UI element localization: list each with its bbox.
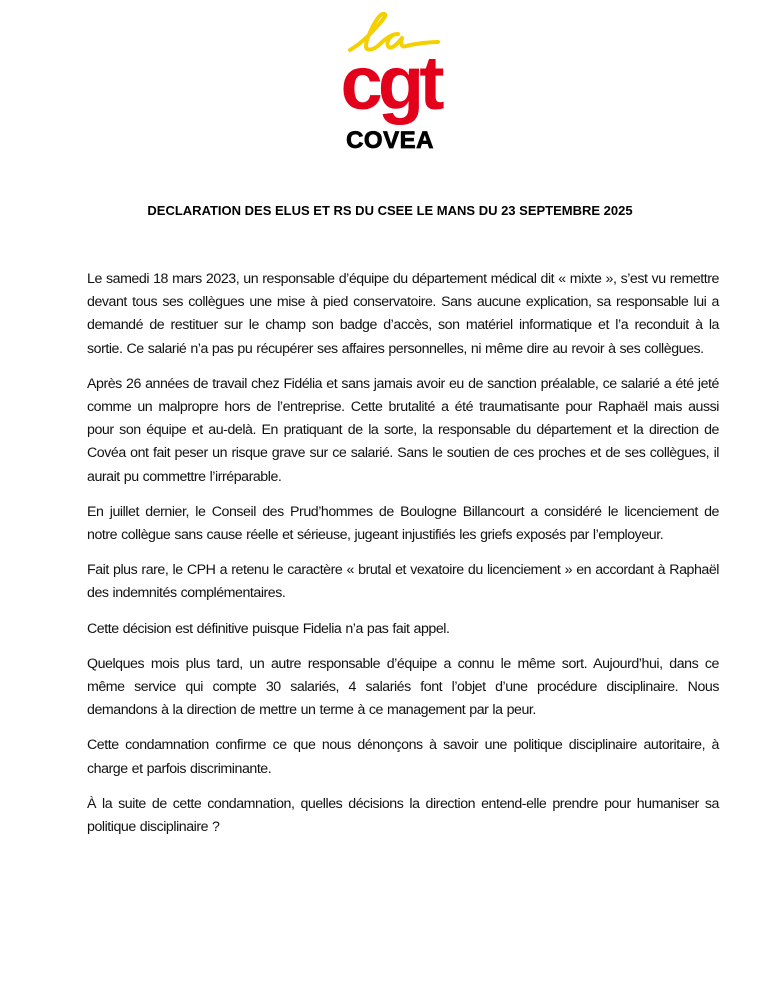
paragraph: Après 26 années de travail chez Fidélia et sans jamais avoir eu de sanction préalable, ce salarié a été jeté comme un malpropre hors de l’entreprise. Cette brutalité a été traumatisante pour Raphaël mais aussi pour son équipe et au-delà. En pratiquant de la sorte, la responsable du département et la direction de Covéa ont fait peser un risque grave sur ce salarié. Sans le soutien de ces proches et de ses collègues, il aurait pu commettre l’irréparable.: [87, 375, 719, 485]
logo-covea-text: COVEA: [346, 127, 434, 154]
paragraph: Le samedi 18 mars 2023, un responsable d’équipe du département médical dit « mixte », s’est vu remettre devant tous ses collègues une mise à pied conservatoire. Sans aucune explication, sa responsable lui a demandé de restituer sur le champ son badge d’accès, son matériel informatique et l’a reconduit à la sortie. Ce salarié n’a pas pu récupérer ses affaires personnelles, ni même dire au revoir à ses collègues.: [87, 271, 719, 357]
paragraph: Quelques mois plus tard, un autre responsable d’équipe a connu le même sort. Aujourd’hui, dans ce même service qui compte 30 salariés, 4 salariés font l’objet d’une procédure disciplinaire. Nous demandons à la direction de mettre un terme à ce management par la peur.: [87, 655, 719, 719]
paragraph: À la suite de cette condamnation, quelles décisions la direction entend-elle prendre pour humaniser sa politique disciplinaire ?: [87, 795, 719, 836]
document-body: [87, 268, 719, 851]
paragraph: En juillet dernier, le Conseil des Prud’hommes de Boulogne Billancourt a considéré le licenciement de notre collègue sans cause réelle et sérieuse, jugeant injustifiés les griefs exposés par l’employeur.: [87, 503, 719, 544]
document-title: DECLARATION DES ELUS ET RS DU CSEE LE MANS DU 23 SEPTEMBRE 2025: [147, 203, 633, 218]
logo-cgt-text: cgt: [340, 41, 440, 126]
cgt-covea-logo: [330, 12, 450, 152]
paragraph: Fait plus rare, le CPH a retenu le caractère « brutal et vexatoire du licenciement » en accordant à Raphaël des indemnités complémentaires.: [87, 562, 719, 602]
paragraph: Cette décision est définitive puisque Fidelia n’a pas fait appel.: [87, 620, 450, 637]
paragraph: Cette condamnation confirme ce que nous dénonçons à savoir une politique disciplinaire autoritaire, à charge et parfois discriminante.: [87, 737, 719, 777]
